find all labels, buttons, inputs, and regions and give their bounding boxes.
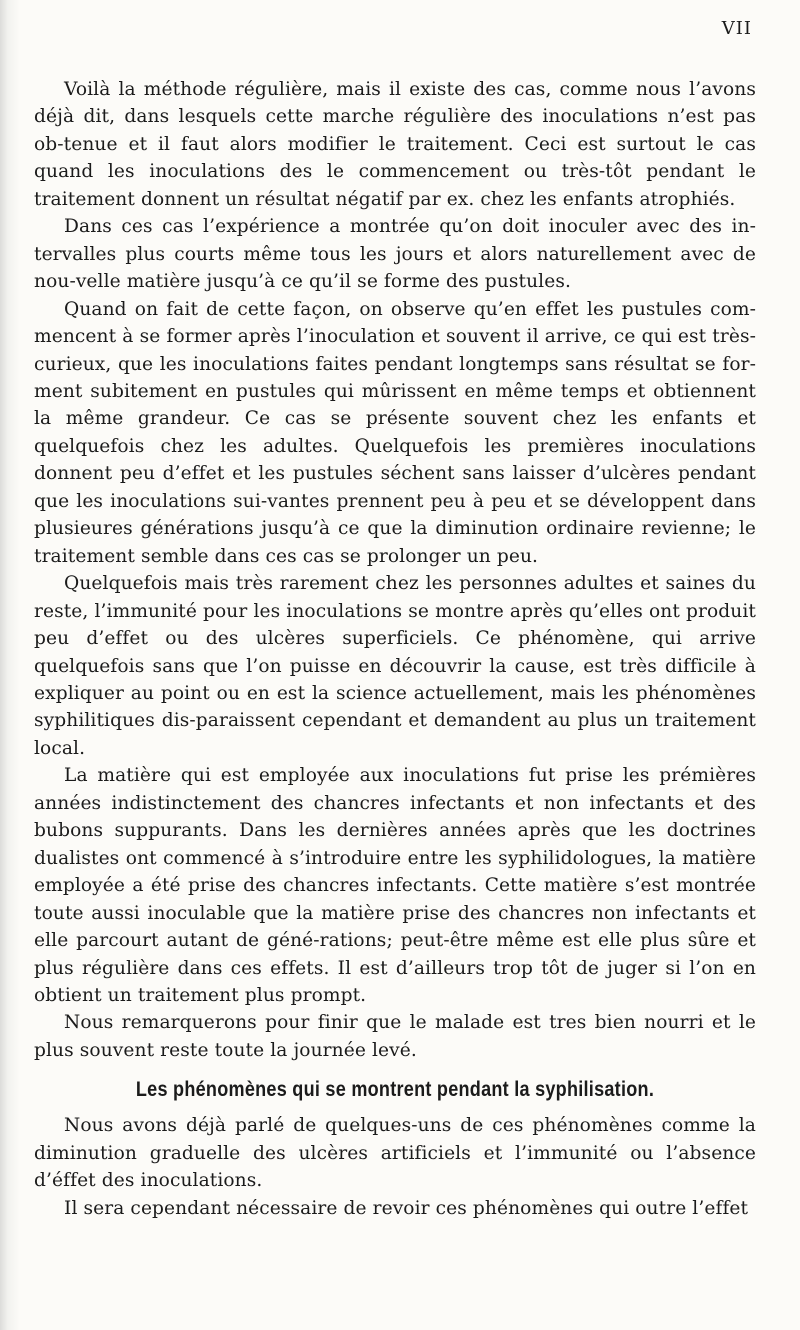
paragraph: Voilà la méthode régulière, mais il existe des cas, comme nous l’avons déjà dit, dans lesquels cette marche régulière des inoculations n’est pas ob-tenue et il faut alors modifier le traitement. Ceci est surtout le cas quand les inoculations des le commencement ou très-tôt pendant le traitement donnent un résultat négatif par ex. chez les enfants atrophiés. [34, 79, 756, 210]
paragraph: Quelquefois mais très rarement chez les personnes adultes et saines du reste, l’immunité pour les inoculations se montre après qu’elles ont produit peu d’effet ou des ulcères superficiels. Ce phénomène, qui arrive quelquefois sans que l’on puisse en découvrir la cause, est très difficile à expliquer au point ou en est la science actuellement, mais les phénomènes syphilitiques dis-paraissent cependant et demandent au plus un traitement local. [34, 573, 756, 759]
paragraph: Quand on fait de cette façon, on observe qu’en effet les pustules com-mencent à se former après l’inoculation et souvent il arrive, ce qui est très-curieux, que les inoculations faites pendant longtemps sans résultat se for-ment subitement en pustules qui mûrissent en même temps et obtiennent la même grandeur. Ce cas se présente souvent chez les enfants et quelquefois chez les adultes. Quelquefois les premières inoculations donnent peu d’effet et les pustules séchent sans laisser d’ulcères pendant que les inoculations sui-vantes prennent peu à peu et se développent dans plusieures générations jusqu’à ce que la diminution ordinaire revienne; le traitement semble dans ces cas se prolonger un peu. [34, 298, 756, 567]
paragraph: La matière qui est employée aux inoculations fut prise les prémières années indistinctement des chancres infectants et non infectants et des bubons suppurants. Dans les dernières années après que les doctrines dualistes ont commencé à s’introduire entre les syphilidologues, la matière employée a été prise des chancres infectants. Cette matière s’est montrée toute aussi inoculable que la matière prise des chancres non infectants et elle parcourt autant de géné-rations; peut-être même est elle plus sûre et plus régulière dans ces effets. Il est d’ailleurs trop tôt de juger si l’on en obtient un traitement plus prompt. [34, 765, 756, 1006]
paragraph: Dans ces cas l’expérience a montrée qu’on doit inoculer avec des in-tervalles plus courts même tous les jours et alors naturellement avec de nou-velle matière jusqu’à ce qu’il se forme des pustules. [34, 216, 756, 293]
paragraph: Nous avons déjà parlé de quelques-uns de ces phénomènes comme la diminution graduelle des ulcères artificiels et l’immunité ou l’absence d’éffet des inoculations. [34, 1115, 756, 1192]
section-heading: Les phénomènes qui se montrent pendant la syphilisation. [135, 1078, 655, 1102]
page-number: VII [721, 18, 752, 39]
paragraph-continued: Il sera cependant nécessaire de revoir ces phénomènes qui outre l’effet [64, 1197, 749, 1219]
body-text [34, 76, 756, 1222]
paragraph: Nous remarquerons pour finir que le malade est tres bien nourri et le plus souvent reste toute la journée levé. [34, 1012, 756, 1061]
